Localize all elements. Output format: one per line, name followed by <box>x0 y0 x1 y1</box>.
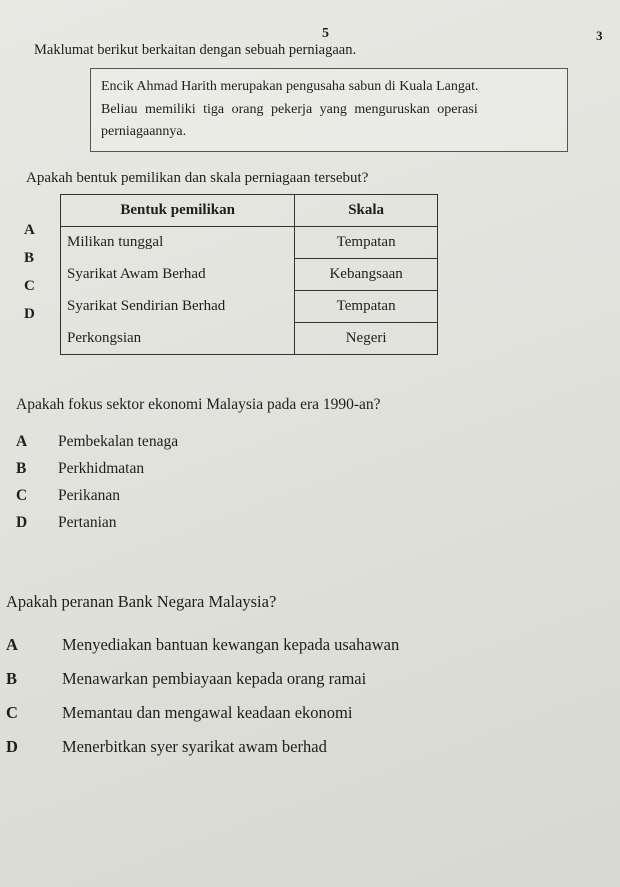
option-label: A <box>6 635 18 654</box>
stimulus-line: Encik Ahmad Harith merupakan pengusaha sabun di Kuala Langat. <box>101 79 479 94</box>
stimulus-line: perniagaannya. <box>101 124 187 139</box>
option-form: Syarikat Awam Berhad <box>61 259 295 291</box>
option-row-d[interactable] <box>61 323 438 355</box>
corner-mark: 3 <box>596 28 603 43</box>
option-label: C <box>6 703 18 722</box>
option-text: Perkhidmatan <box>58 460 145 477</box>
option-text: Pembekalan tenaga <box>58 433 179 450</box>
option-text: Pertanian <box>58 514 117 531</box>
option-label: B <box>6 669 18 688</box>
option-text: Menawarkan pembiayaan kepada orang ramai <box>62 669 367 688</box>
option-label-d: D <box>24 306 35 322</box>
option-form: Milikan tunggal <box>61 227 295 259</box>
option-label: A <box>16 433 28 450</box>
option-label: B <box>16 460 27 477</box>
option-text: Perikanan <box>58 487 120 504</box>
q1-question: Apakah bentuk pemilikan dan skala perniagaan tersebut? <box>26 170 369 186</box>
option-text: Menyediakan bantuan kewangan kepada usahawan <box>62 635 400 654</box>
option-scale: Kebangsaan <box>295 259 438 291</box>
header-scale: Skala <box>295 195 438 227</box>
option-row-c[interactable] <box>61 291 438 323</box>
q2-question: Apakah fokus sektor ekonomi Malaysia pada era 1990-an? <box>16 396 381 413</box>
q3-question: Apakah peranan Bank Negara Malaysia? <box>6 592 277 611</box>
option-label-a: A <box>24 222 35 238</box>
option-scale: Tempatan <box>295 227 438 259</box>
option-row-b[interactable] <box>61 259 438 291</box>
header-form: Bentuk pemilikan <box>61 195 295 227</box>
option-row-a[interactable] <box>61 227 438 259</box>
option-form: Perkongsian <box>61 323 295 355</box>
option-label: D <box>6 737 18 756</box>
q1-options-table <box>60 194 438 355</box>
option-label-c: C <box>24 278 35 294</box>
stimulus-box <box>90 68 568 152</box>
page-number: 5 <box>322 26 329 41</box>
stimulus-line: Beliau memiliki tiga orang pekerja yang menguruskan operasi <box>101 102 478 117</box>
option-form: Syarikat Sendirian Berhad <box>61 291 295 323</box>
q1-intro: Maklumat berikut berkaitan dengan sebuah perniagaan. <box>34 42 357 58</box>
option-label: D <box>16 514 28 531</box>
option-label: C <box>16 487 28 504</box>
option-scale: Tempatan <box>295 291 438 323</box>
option-scale: Negeri <box>295 323 438 355</box>
option-label-b: B <box>24 250 35 266</box>
option-text: Menerbitkan syer syarikat awam berhad <box>62 737 327 756</box>
option-text: Memantau dan mengawal keadaan ekonomi <box>62 703 353 722</box>
